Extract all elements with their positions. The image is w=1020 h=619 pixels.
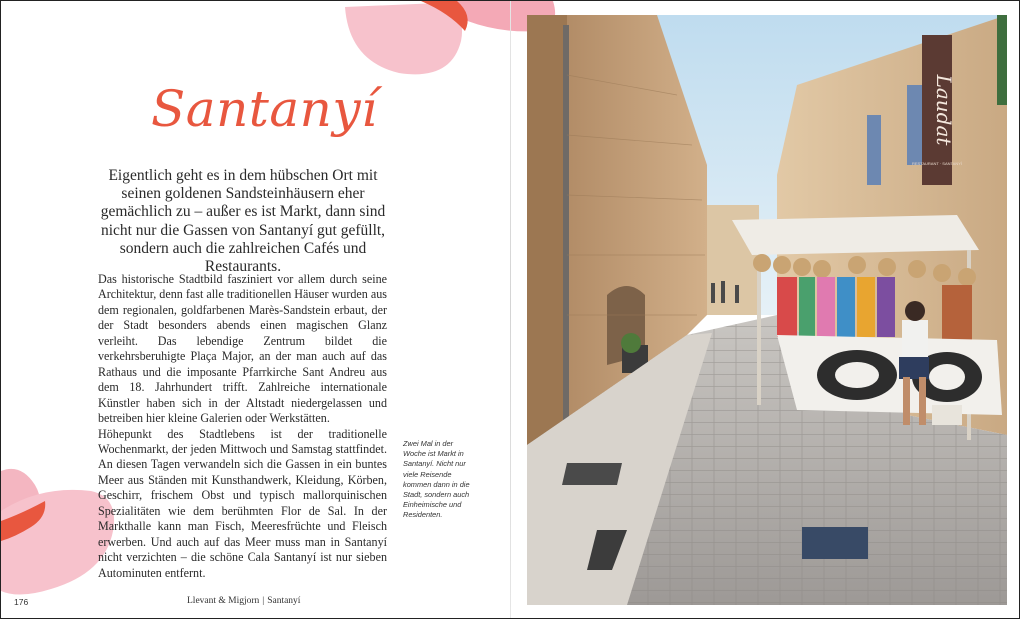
- page-title: Santanyí: [151, 80, 378, 138]
- running-head-separator: |: [262, 596, 265, 606]
- running-head-section: Llevant & Migjorn: [187, 596, 260, 606]
- restaurant-sign-text: Laudat: [932, 74, 956, 146]
- running-head: [187, 596, 300, 606]
- body-paragraph: Das historische Stadtbild fasziniert vor allem durch seine Architektur, denn fast alle traditionellen Häuser wurden aus dem regionalen, goldfarbenen Marès-Sandstein erbaut, der der Stadt besonders abends einen magischen Glanz verleiht. Das lebendige Zentrum bildet die verkehrsberuhigte Plaça Major, an der man auch auf das Rathaus und die imposante Pfarrkirche Sant Andreu aus dem 18. Jahrhundert trifft. Zahlreiche internationale Künstler haben sich in der Altstadt niedergelassen und betreiben hier kleine Galerien oder Werkstätten.: [98, 272, 387, 426]
- lead-paragraph: Eigentlich geht es in dem hübschen Ort mit seinen goldenen Sandsteinhäusern eher gemächlich zu – außer es ist Markt, dann sind nicht nur die Gassen von Santanyí gut gefüllt, sondern auch die zahlreichen Cafés und Restaurants.: [100, 167, 386, 276]
- body-text: [98, 272, 387, 581]
- photo-caption: Zwei Mal in der Woche ist Markt in Santanyí. Nicht nur viele Reisende kommen dann in die Stadt, sondern auch Einheimische und Residenten.: [403, 439, 470, 520]
- body-paragraph: Höhepunkt des Stadtlebens ist der traditionelle Wochenmarkt, der jeden Mittwoch und Samstag stattfindet. An diesen Tagen verwandeln sich die Gassen in ein buntes Meer aus Ständen mit Kunsthandwerk, Kleidung, Körben, Geschirr, frischem Obst und typisch mallorquinischen Spezialitäten wie dem berühmten Flor de Sal. In der Markthalle kann man Fisch, Meeresfrüchte und Fleisch erwerben. Und auch auf das Meer muss man in Santanyí nicht verzichten – die schöne Cala Santanyí ist nur sieben Autominuten entfernt.: [98, 426, 387, 580]
- page-gutter: [510, 1, 511, 618]
- running-head-chapter: Santanyí: [267, 596, 301, 606]
- street-market-photo: [527, 15, 1007, 605]
- flower-petal-top-icon: [339, 1, 559, 81]
- page-number: 176: [14, 597, 29, 607]
- restaurant-sign-subtext: RESTAURANT · SANTANYÍ: [911, 161, 963, 166]
